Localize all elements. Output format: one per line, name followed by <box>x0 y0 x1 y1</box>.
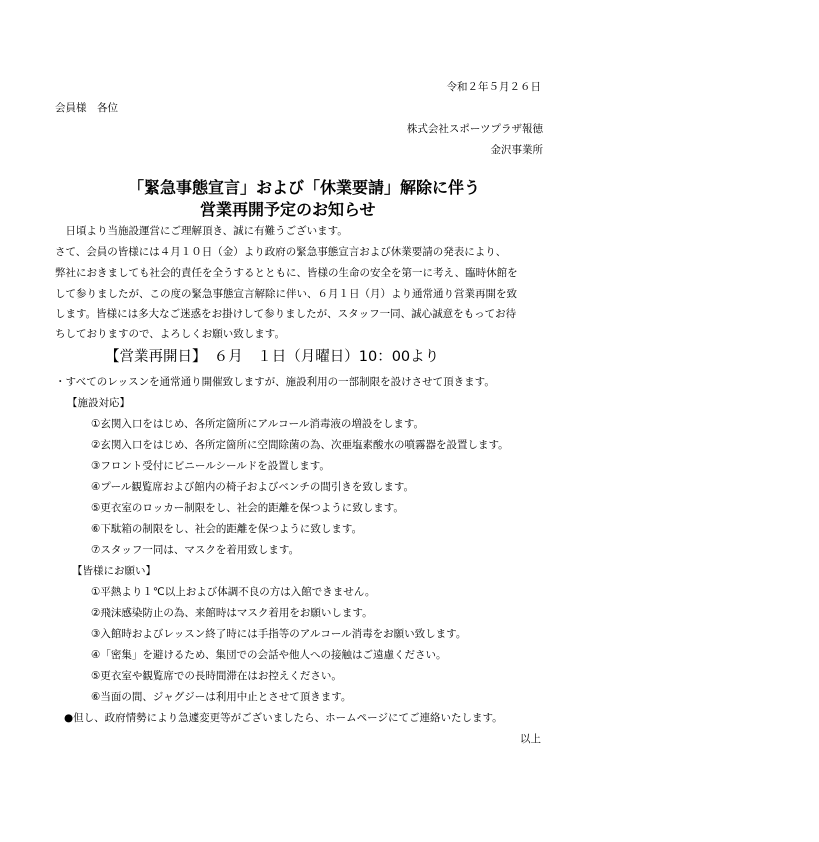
intro-note: ・すべてのレッスンを通常通り開催致しますが、施設利用の一部制限を設けさせて頂きます。 <box>55 376 495 388</box>
recipient: 会員様 各位 <box>55 102 118 114</box>
office-name: 金沢事業所 <box>490 144 543 156</box>
facility-heading: 【施設対応】 <box>67 397 130 409</box>
list-item: ②飛沫感染防止の為、来館時はマスク着用をお願いします。 <box>91 607 373 619</box>
body-line: 弊社におきましても社会的責任を全うするとともに、皆様の生命の安全を第一に考え、臨時休館を <box>55 267 518 279</box>
document-date: 令和２年５月２６日 <box>446 81 541 93</box>
body-line: さて、会員の皆様には４月１０日（金）より政府の緊急事態宣言および休業要請の発表により、 <box>55 246 507 258</box>
title-line-2: 営業再開予定のお知らせ <box>200 200 376 219</box>
footer-notice: ●但し、政府情勢により急遽変更等がございましたら、ホームページにてご連絡いたします。 <box>64 712 503 724</box>
list-item: ①平熱より１℃以上および体調不良の方は入館できません。 <box>91 586 376 598</box>
body-line: ちしておりますので、よろしくお願い致します。 <box>55 328 285 340</box>
list-item: ⑤更衣室のロッカー制限をし、社会的距離を保つように致します。 <box>91 502 404 514</box>
title-line-1: 「緊急事態宣言」および「休業要請」解除に伴う <box>128 178 481 197</box>
body-line: します。皆様には多大なご迷惑をお掛けして参りましたが、スタッフ一同、誠心誠意をもってお待 <box>55 308 517 320</box>
closing-text: 以上 <box>520 733 541 745</box>
company-name: 株式会社スポーツプラザ報徳 <box>406 123 543 135</box>
list-item: ④プール観覧席および館内の椅子およびベンチの間引きを致します。 <box>91 481 415 493</box>
list-item: ③フロント受付にビニールシールドを設置します。 <box>91 460 330 472</box>
requests-heading: 【皆様にお願い】 <box>72 565 156 577</box>
body-line: して参りましたが、この度の緊急事態宣言解除に伴い、６月１日（月）より通常通り営業再開を致 <box>55 288 517 300</box>
list-item: ⑥下駄箱の制限をし、社会的距離を保つように致します。 <box>91 523 363 535</box>
body-line: 日頃より当施設運営にご理解頂き、誠に有難うございます。 <box>55 225 348 237</box>
list-item: ⑤更衣室や観覧席での長時間滞在はお控えください。 <box>91 670 342 682</box>
list-item: ⑦スタッフ一同は、マスクを着用致します。 <box>91 544 300 556</box>
list-item: ⑥当面の間、ジャグジーは利用中止とさせて頂きます。 <box>91 691 352 703</box>
list-item: ④「密集」を避けるため、集団での会話や他人への接触はご遠慮ください。 <box>91 649 447 661</box>
reopening-date: 【営業再開日】 ６月 １日（月曜日）10：00より <box>105 349 440 365</box>
list-item: ①玄関入口をはじめ、各所定箇所にアルコール消毒液の増設をします。 <box>91 418 425 430</box>
list-item: ③入館時およびレッスン終了時には手指等のアルコール消毒をお願い致します。 <box>91 628 467 640</box>
list-item: ②玄関入口をはじめ、各所定箇所に空間除菌の為、次亜塩素酸水の噴霧器を設置します。 <box>91 439 509 451</box>
